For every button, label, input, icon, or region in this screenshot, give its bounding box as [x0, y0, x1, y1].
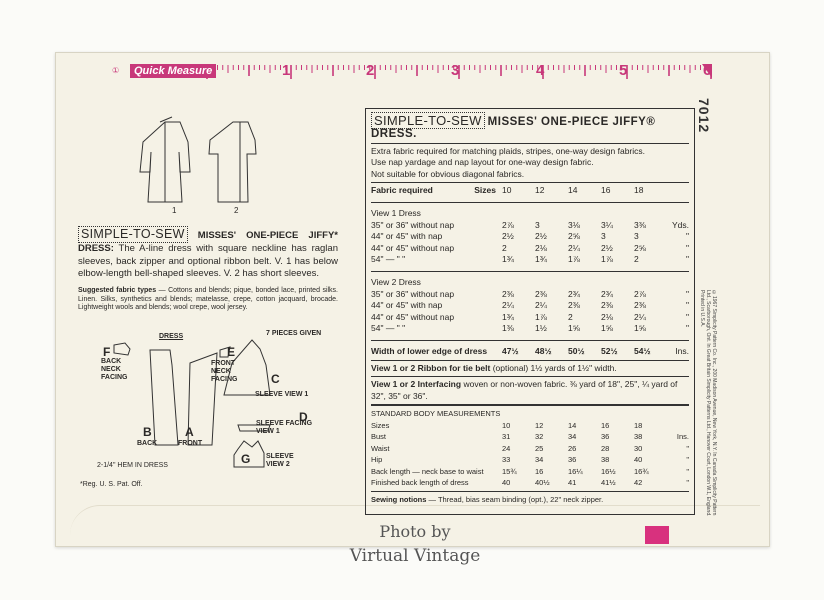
- unit: ": [686, 455, 689, 464]
- size-header: 12: [535, 185, 545, 195]
- cell: 25: [535, 443, 544, 453]
- cell: 3: [535, 219, 540, 230]
- piece-c-label: SLEEVE VIEW 1: [255, 391, 309, 398]
- unit: ": [685, 242, 689, 253]
- size-header: 10: [502, 185, 512, 195]
- cell: 1⅞: [601, 254, 613, 264]
- cell: 1⅝: [634, 323, 646, 333]
- cell: 33: [502, 455, 511, 464]
- description-title: MISSES' ONE-PIECE JIFFY* DRESS:: [78, 230, 338, 254]
- row-label: Sizes: [371, 420, 390, 430]
- unit: ": [686, 466, 689, 476]
- unit: ": [685, 231, 689, 241]
- cell: 16¾: [634, 466, 649, 476]
- cell: 2¼: [568, 242, 580, 253]
- piece-letter-g: G: [241, 452, 251, 466]
- cell: 40: [634, 455, 643, 464]
- cell: 1⅜: [502, 323, 514, 333]
- ribbon-row: [371, 363, 689, 375]
- cell: 2¼: [634, 311, 646, 322]
- row-label: Hip: [371, 455, 383, 464]
- row-label: 35" or 36" without nap: [371, 288, 455, 299]
- cell: 3⅜: [634, 219, 646, 230]
- view-number-2: 2: [234, 206, 239, 215]
- cell: 2¾: [568, 288, 580, 299]
- cell: 2¼: [502, 300, 514, 310]
- cell: 14: [568, 420, 577, 430]
- ribbon-text: (optional) 1½ yards of 1½" width.: [492, 362, 617, 373]
- piece-f-label: BACK NECK FACING: [101, 358, 128, 381]
- cell: 2½: [502, 231, 514, 241]
- piece-letter-b: B: [143, 425, 152, 439]
- row-label: 44" or 45" without nap: [371, 311, 455, 322]
- table-row: [371, 220, 689, 232]
- table-row: [371, 431, 689, 443]
- description-text: The A-line dress with square neckline has raglan sleeves, back zipper and optional ribbon belt. V. 1 has below elbow-length bell-shaped sleeves. V. 2 has short sleeves.: [78, 243, 338, 279]
- table-row: [371, 289, 689, 301]
- cell: 10: [502, 420, 511, 430]
- row-label: 44" or 45" with nap: [371, 300, 443, 310]
- quick-measure-label: Quick Measure: [130, 64, 216, 78]
- row-label: Waist: [371, 443, 390, 453]
- cell: 2¼: [535, 300, 547, 310]
- cell: 26: [568, 443, 577, 453]
- cell: 18: [634, 420, 643, 430]
- cell: 41: [568, 478, 577, 487]
- unit: [667, 420, 689, 432]
- table-header: [371, 185, 689, 197]
- unit: ": [685, 254, 689, 264]
- cell: 2⅛: [535, 242, 547, 253]
- cell: 1⅞: [535, 311, 547, 322]
- table-row: [371, 443, 689, 455]
- cell: 12: [535, 420, 544, 430]
- cell: 1¾: [502, 311, 514, 322]
- cell: 15¾: [502, 466, 517, 476]
- cell: 50½: [568, 346, 585, 356]
- note: Not suitable for obvious diagonal fabrics.: [371, 168, 525, 179]
- piece-letter-d: D: [299, 410, 308, 424]
- unit: Ins.: [676, 432, 689, 441]
- note: Use nap yardage and nap layout for one-way design fabric.: [371, 157, 594, 167]
- table-row: [371, 346, 689, 358]
- cell: 16¼: [568, 466, 583, 476]
- ribbon-label: View 1 or 2 Ribbon for tie belt: [371, 362, 491, 373]
- cell: 40: [502, 478, 511, 487]
- cell: 2¾: [601, 288, 613, 299]
- row-label: Bust: [371, 432, 387, 441]
- pieces-given-label: 7 PIECES GIVEN: [266, 330, 322, 337]
- cell: 47½: [502, 346, 519, 356]
- cell: 42: [634, 478, 643, 487]
- notions-row: [371, 494, 689, 506]
- table-row: [371, 231, 689, 243]
- unit: ": [686, 443, 689, 453]
- cell: 24: [502, 443, 511, 453]
- cell: 2⅝: [634, 242, 646, 253]
- cell: 2: [634, 254, 639, 264]
- cell: 54½: [634, 346, 651, 356]
- fabric-types-text: — Cottons and blends; pique, bonded lace, printed silks. Linen. Silks, synthetics and blends; matelasse, crepe, cotton jacquard, brocade. Lightweight wools and blends; wool crepe, wool jersey.: [78, 287, 338, 311]
- unit: ": [685, 323, 689, 333]
- notions-text: — Thread, bias seam binding (opt.), 22" neck zipper.: [428, 494, 604, 504]
- size-header: 16: [601, 185, 611, 195]
- ruler-mark: ①: [112, 66, 120, 75]
- unit: ": [686, 478, 689, 487]
- unit: ": [685, 300, 689, 310]
- cell: 40½: [535, 478, 550, 487]
- cell: 38: [601, 455, 610, 464]
- table-row: [371, 323, 689, 335]
- ruler-number: 3: [451, 62, 460, 79]
- cell: 28: [601, 443, 610, 453]
- cell: 2: [502, 242, 507, 253]
- cell: 1¾: [502, 254, 514, 264]
- piece-letter-a: A: [185, 425, 194, 439]
- piece-b-label: BACK: [137, 440, 158, 447]
- piece-e-label: FRONT NECK FACING: [211, 360, 238, 383]
- unit: ": [685, 288, 689, 299]
- cell: 16½: [601, 466, 616, 476]
- trademark-note: *Reg. U. S. Pat. Off.: [80, 481, 143, 488]
- cell: 16: [601, 420, 610, 430]
- cell: 41½: [601, 478, 616, 487]
- sizes-label: Sizes: [474, 185, 496, 195]
- pattern-number: 7012: [696, 98, 712, 134]
- row-label: 35" or 36" without nap: [371, 219, 455, 230]
- cell: 36: [601, 432, 610, 441]
- cell: 2½: [601, 242, 613, 253]
- fabric-required-label: Fabric required: [371, 185, 433, 195]
- table-row: [371, 254, 689, 266]
- piece-g-label: SLEEVE VIEW 2: [266, 453, 294, 468]
- table-row: [371, 243, 689, 255]
- cell: 2⅜: [502, 288, 514, 299]
- pattern-pieces-drawing: [90, 335, 280, 480]
- cell: 2⅞: [502, 219, 514, 230]
- row-label: Finished back length of dress: [371, 478, 469, 487]
- box-header: [371, 112, 689, 141]
- piece-letter-e: E: [227, 345, 236, 359]
- watermark-line-1: Photo by: [379, 522, 451, 541]
- cell: 2⅜: [601, 300, 613, 310]
- copyright-text: ©1967 Simplicity Pattern Co. Inc., 200 Madison Avenue, New York, N.Y. In Canada Simplicity Pattern Ltd., Scarborough, Ont. In Great Britain Simplicity Patterns Ltd., Hanover Court, London W.1, England. Printed in U.S.A.: [699, 290, 717, 517]
- table-row: [371, 300, 689, 312]
- simple-to-sew-badge: SIMPLE-TO-SEW: [371, 112, 485, 129]
- fabric-types-label: Suggested fabric types: [78, 287, 157, 294]
- body-measurements-table: [371, 420, 689, 489]
- simple-to-sew-badge: SIMPLE-TO-SEW: [78, 226, 188, 243]
- cell: 38: [634, 432, 643, 441]
- unit: Yds.: [671, 219, 689, 230]
- size-header: 14: [568, 185, 578, 195]
- hem-note: 2-1/4" HEM IN DRESS: [97, 462, 168, 469]
- cell: 3¼: [601, 219, 613, 230]
- interfacing-row: [371, 379, 689, 402]
- body-measurements-title: STANDARD BODY MEASUREMENTS: [371, 409, 501, 418]
- pattern-description: [78, 226, 338, 281]
- view-sketches: [130, 112, 280, 217]
- cell: 1⅝: [568, 323, 580, 333]
- row-label: 54" — " ": [371, 254, 406, 264]
- cell: 1⅝: [601, 323, 613, 333]
- unit: ": [685, 311, 689, 322]
- piece-letter-f: F: [103, 345, 111, 359]
- fabric-table: [371, 185, 689, 358]
- cell: 1½: [535, 323, 547, 333]
- interfacing-text: woven or non-woven fabric. ⅜ yard of 18", 25", ¼ yard of 32", 35" or 36".: [371, 379, 678, 401]
- cell: 1⅞: [568, 254, 580, 264]
- cell: 30: [634, 443, 643, 453]
- interfacing-label: View 1 or 2 Interfacing: [371, 379, 462, 389]
- table-row: [371, 477, 689, 489]
- piece-d-label: SLEEVE FACING VIEW 1: [256, 420, 313, 435]
- cell: 1¾: [535, 254, 547, 264]
- note: Extra fabric required for matching plaids, stripes, one-way design fabrics.: [371, 145, 646, 156]
- cell: 3⅛: [568, 219, 580, 230]
- cell: 2: [568, 311, 573, 322]
- cell: 31: [502, 432, 511, 441]
- ruler-number: 6: [703, 62, 712, 79]
- unit: Ins.: [675, 346, 689, 356]
- piece-a-label: FRONT: [178, 440, 203, 447]
- dress-label: DRESS: [159, 333, 184, 340]
- watermark-line-2: Virtual Vintage: [349, 546, 481, 566]
- cell: 32: [535, 432, 544, 441]
- cell: 52½: [601, 346, 618, 356]
- cell: 2⅜: [634, 300, 646, 310]
- row-label: 44" or 45" without nap: [371, 242, 455, 253]
- view-title: View 2 Dress: [371, 277, 421, 287]
- suggested-fabrics: [78, 287, 338, 313]
- cell: 34: [568, 432, 577, 441]
- table-row: [371, 420, 689, 432]
- cell: 48½: [535, 346, 552, 356]
- cell: 2⅜: [535, 288, 547, 299]
- table-row: [371, 312, 689, 324]
- fabric-header: [371, 185, 502, 197]
- cell: 16: [535, 466, 544, 476]
- ruler-number: 1: [282, 62, 291, 79]
- cell: 2⅜: [568, 300, 580, 310]
- view-title: View 1 Dress: [371, 208, 421, 218]
- cell: 3: [601, 231, 606, 241]
- table-row: [371, 466, 689, 478]
- row-label: Back length — neck base to waist: [371, 466, 484, 476]
- row-label: Width of lower edge of dress: [371, 346, 488, 356]
- cell: 2⅞: [634, 288, 646, 299]
- piece-letter-c: C: [271, 372, 280, 386]
- cell: 34: [535, 455, 544, 464]
- row-label: 54" — " ": [371, 323, 406, 333]
- row-label: 44" or 45" with nap: [371, 231, 443, 241]
- ruler-number: 4: [536, 62, 545, 79]
- size-header: 18: [634, 185, 644, 195]
- fabric-requirements-box: [365, 108, 695, 515]
- pink-tab: [645, 526, 669, 544]
- cell: 3: [634, 231, 639, 241]
- cell: 36: [568, 455, 577, 464]
- cell: 2⅝: [568, 231, 580, 241]
- notions-label: Sewing notions: [371, 494, 427, 504]
- cell: 2⅛: [601, 311, 613, 322]
- cell: 2½: [535, 231, 547, 241]
- table-row: [371, 454, 689, 466]
- box-title: MISSES' ONE-PIECE JIFFY® DRESS.: [371, 116, 656, 140]
- ruler-number: 2: [366, 62, 375, 79]
- ruler-number: 5: [619, 62, 628, 79]
- view-number-1: 1: [172, 206, 177, 215]
